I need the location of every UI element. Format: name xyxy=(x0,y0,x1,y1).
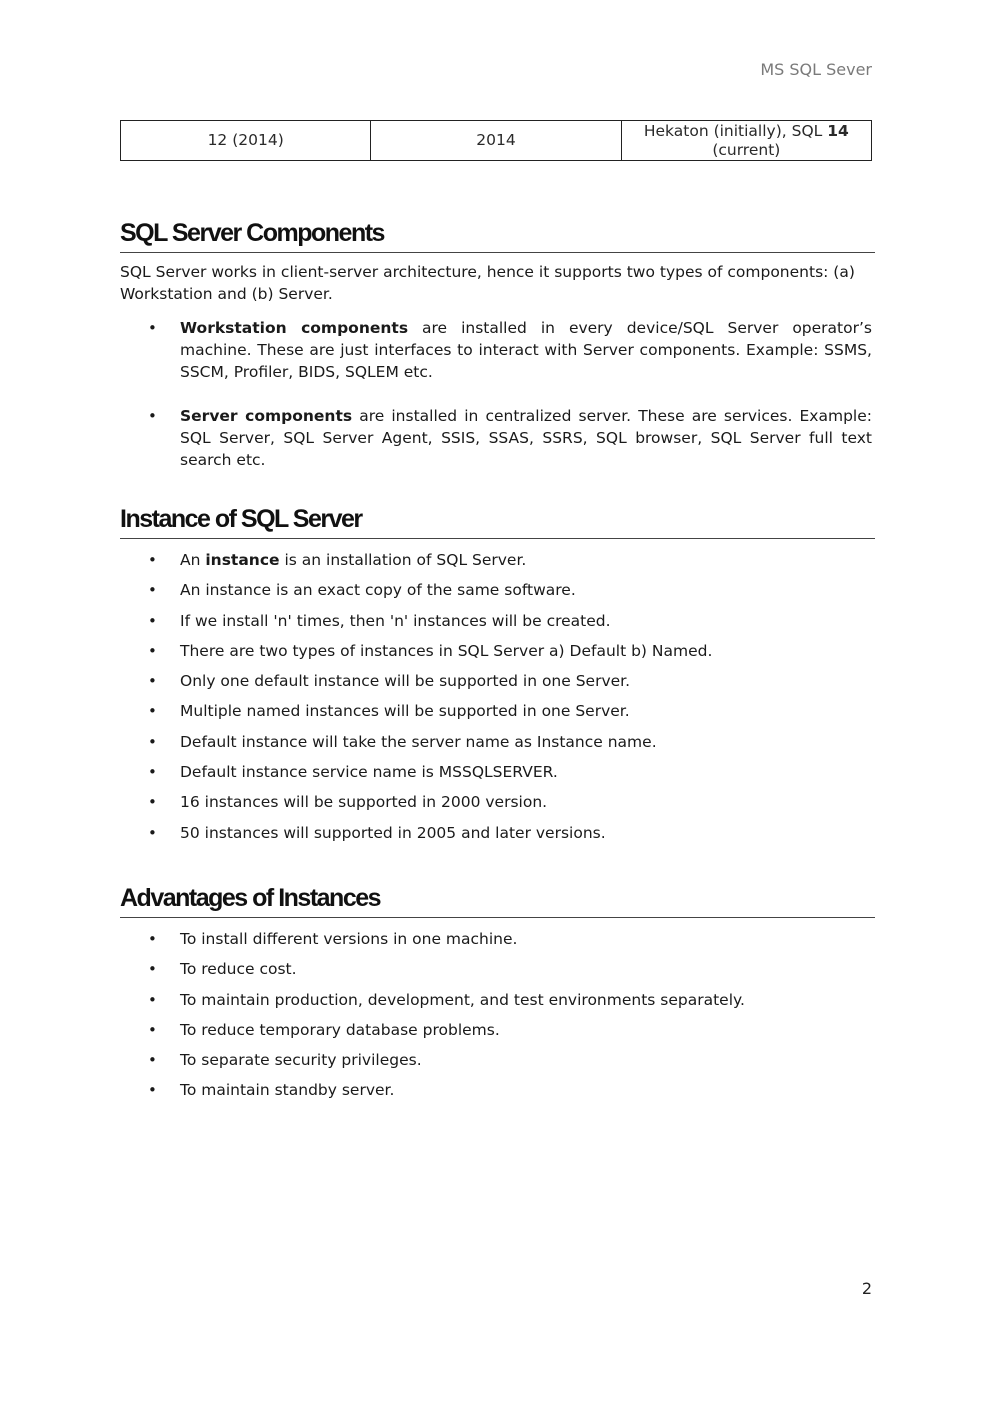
list-item-text: To reduce temporary database problems. xyxy=(180,1020,500,1039)
list-item-text: are installed in every device/SQL Server operator’s machine. These are just interfaces to interact with Server components. Example: SSMS, SSCM, Profiler, BIDS, SQLEM etc. xyxy=(180,319,872,381)
list-item xyxy=(120,700,875,722)
list-item-text: Multiple named instances will be supported in one Server. xyxy=(180,702,630,721)
bullet-icon: • xyxy=(148,611,157,630)
list-item xyxy=(120,958,875,980)
bullet-icon: • xyxy=(148,319,157,337)
components-section xyxy=(120,218,875,471)
list-item-text: To maintain production, development, and test environments separately. xyxy=(180,990,745,1009)
list-item-text: To maintain standby server. xyxy=(180,1081,395,1100)
list-item xyxy=(120,610,875,632)
component-list xyxy=(120,317,875,471)
bullet-icon: • xyxy=(148,763,157,782)
bullet-icon: • xyxy=(148,1081,157,1100)
list-item-text: is an installation of SQL Server. xyxy=(279,551,527,569)
bullet-icon: • xyxy=(148,551,157,569)
list-item-text: To install different versions in one machine. xyxy=(180,930,518,948)
bullet-icon: • xyxy=(148,672,157,691)
section-title: SQL Server Components xyxy=(120,218,875,253)
list-item xyxy=(120,1049,875,1071)
list-item xyxy=(120,1079,875,1101)
bullet-icon: • xyxy=(148,793,157,812)
table-cell-version: 12 (2014) xyxy=(121,121,371,161)
bullet-icon: • xyxy=(148,702,157,721)
list-item xyxy=(120,791,875,813)
list-item-text: An instance is an exact copy of the same software. xyxy=(180,581,576,600)
bullet-icon: • xyxy=(148,407,157,425)
list-item-text: Default instance will take the server name as Instance name. xyxy=(180,732,657,751)
bullet-icon: • xyxy=(148,581,157,600)
codename-note: (current) xyxy=(712,140,781,159)
bullet-icon: • xyxy=(148,930,157,948)
bullet-icon: • xyxy=(148,990,157,1009)
codename-text: Hekaton (initially), SQL xyxy=(643,121,828,140)
bullet-icon: • xyxy=(148,823,157,842)
list-item-bold: Server components xyxy=(180,407,353,425)
list-item xyxy=(120,1019,875,1041)
list-item xyxy=(120,549,875,571)
version-table xyxy=(120,120,872,161)
instance-section xyxy=(120,504,875,852)
list-item-text: Default instance service name is MSSQLSERVER. xyxy=(180,763,558,782)
list-item-text: To reduce cost. xyxy=(180,960,297,979)
list-item xyxy=(120,670,875,692)
codename-number: 14 xyxy=(827,121,849,140)
list-item xyxy=(120,989,875,1011)
page-number: 2 xyxy=(861,1279,872,1298)
table-cell-year: 2014 xyxy=(371,121,621,161)
list-item xyxy=(120,405,872,471)
list-item xyxy=(120,731,875,753)
list-item-bold: Workstation components xyxy=(180,319,409,337)
list-item-text: To separate security privileges. xyxy=(180,1051,422,1070)
list-item-text: 50 instances will supported in 2005 and later versions. xyxy=(180,823,606,842)
page-header: MS SQL Sever xyxy=(760,60,872,79)
list-item xyxy=(120,317,872,383)
section-intro: SQL Server works in client-server architecture, hence it supports two types of components: (a) Workstation and (b) Server. xyxy=(120,263,855,303)
list-item-text: If we install 'n' times, then 'n' instances will be created. xyxy=(180,611,611,630)
list-item-text: An xyxy=(180,551,206,569)
list-item-text: are installed in centralized server. These are services. Example: SQL Server, SQL Server Agent, SSIS, SSAS, SSRS, SQL browser, SQL Server full text search etc. xyxy=(180,407,872,469)
section-title: Advantages of Instances xyxy=(120,883,875,918)
list-item-text: 16 instances will be supported in 2000 version. xyxy=(180,793,548,812)
list-item xyxy=(120,579,875,601)
section-title: Instance of SQL Server xyxy=(120,504,875,539)
bullet-icon: • xyxy=(148,960,157,979)
bullet-icon: • xyxy=(148,1051,157,1070)
bullet-icon: • xyxy=(148,641,157,660)
advantages-section xyxy=(120,883,875,1110)
list-item xyxy=(120,822,875,844)
instance-list xyxy=(120,549,875,844)
list-item xyxy=(120,761,875,783)
list-item-text: There are two types of instances in SQL Server a) Default b) Named. xyxy=(180,641,713,660)
bullet-icon: • xyxy=(148,732,157,751)
list-item-text: Only one default instance will be supported in one Server. xyxy=(180,672,631,691)
list-item xyxy=(120,640,875,662)
table-cell-codename xyxy=(621,121,871,161)
list-item xyxy=(120,928,875,950)
table-row xyxy=(121,121,872,161)
advantages-list xyxy=(120,928,875,1101)
list-item-bold: instance xyxy=(205,551,280,569)
bullet-icon: • xyxy=(148,1020,157,1039)
